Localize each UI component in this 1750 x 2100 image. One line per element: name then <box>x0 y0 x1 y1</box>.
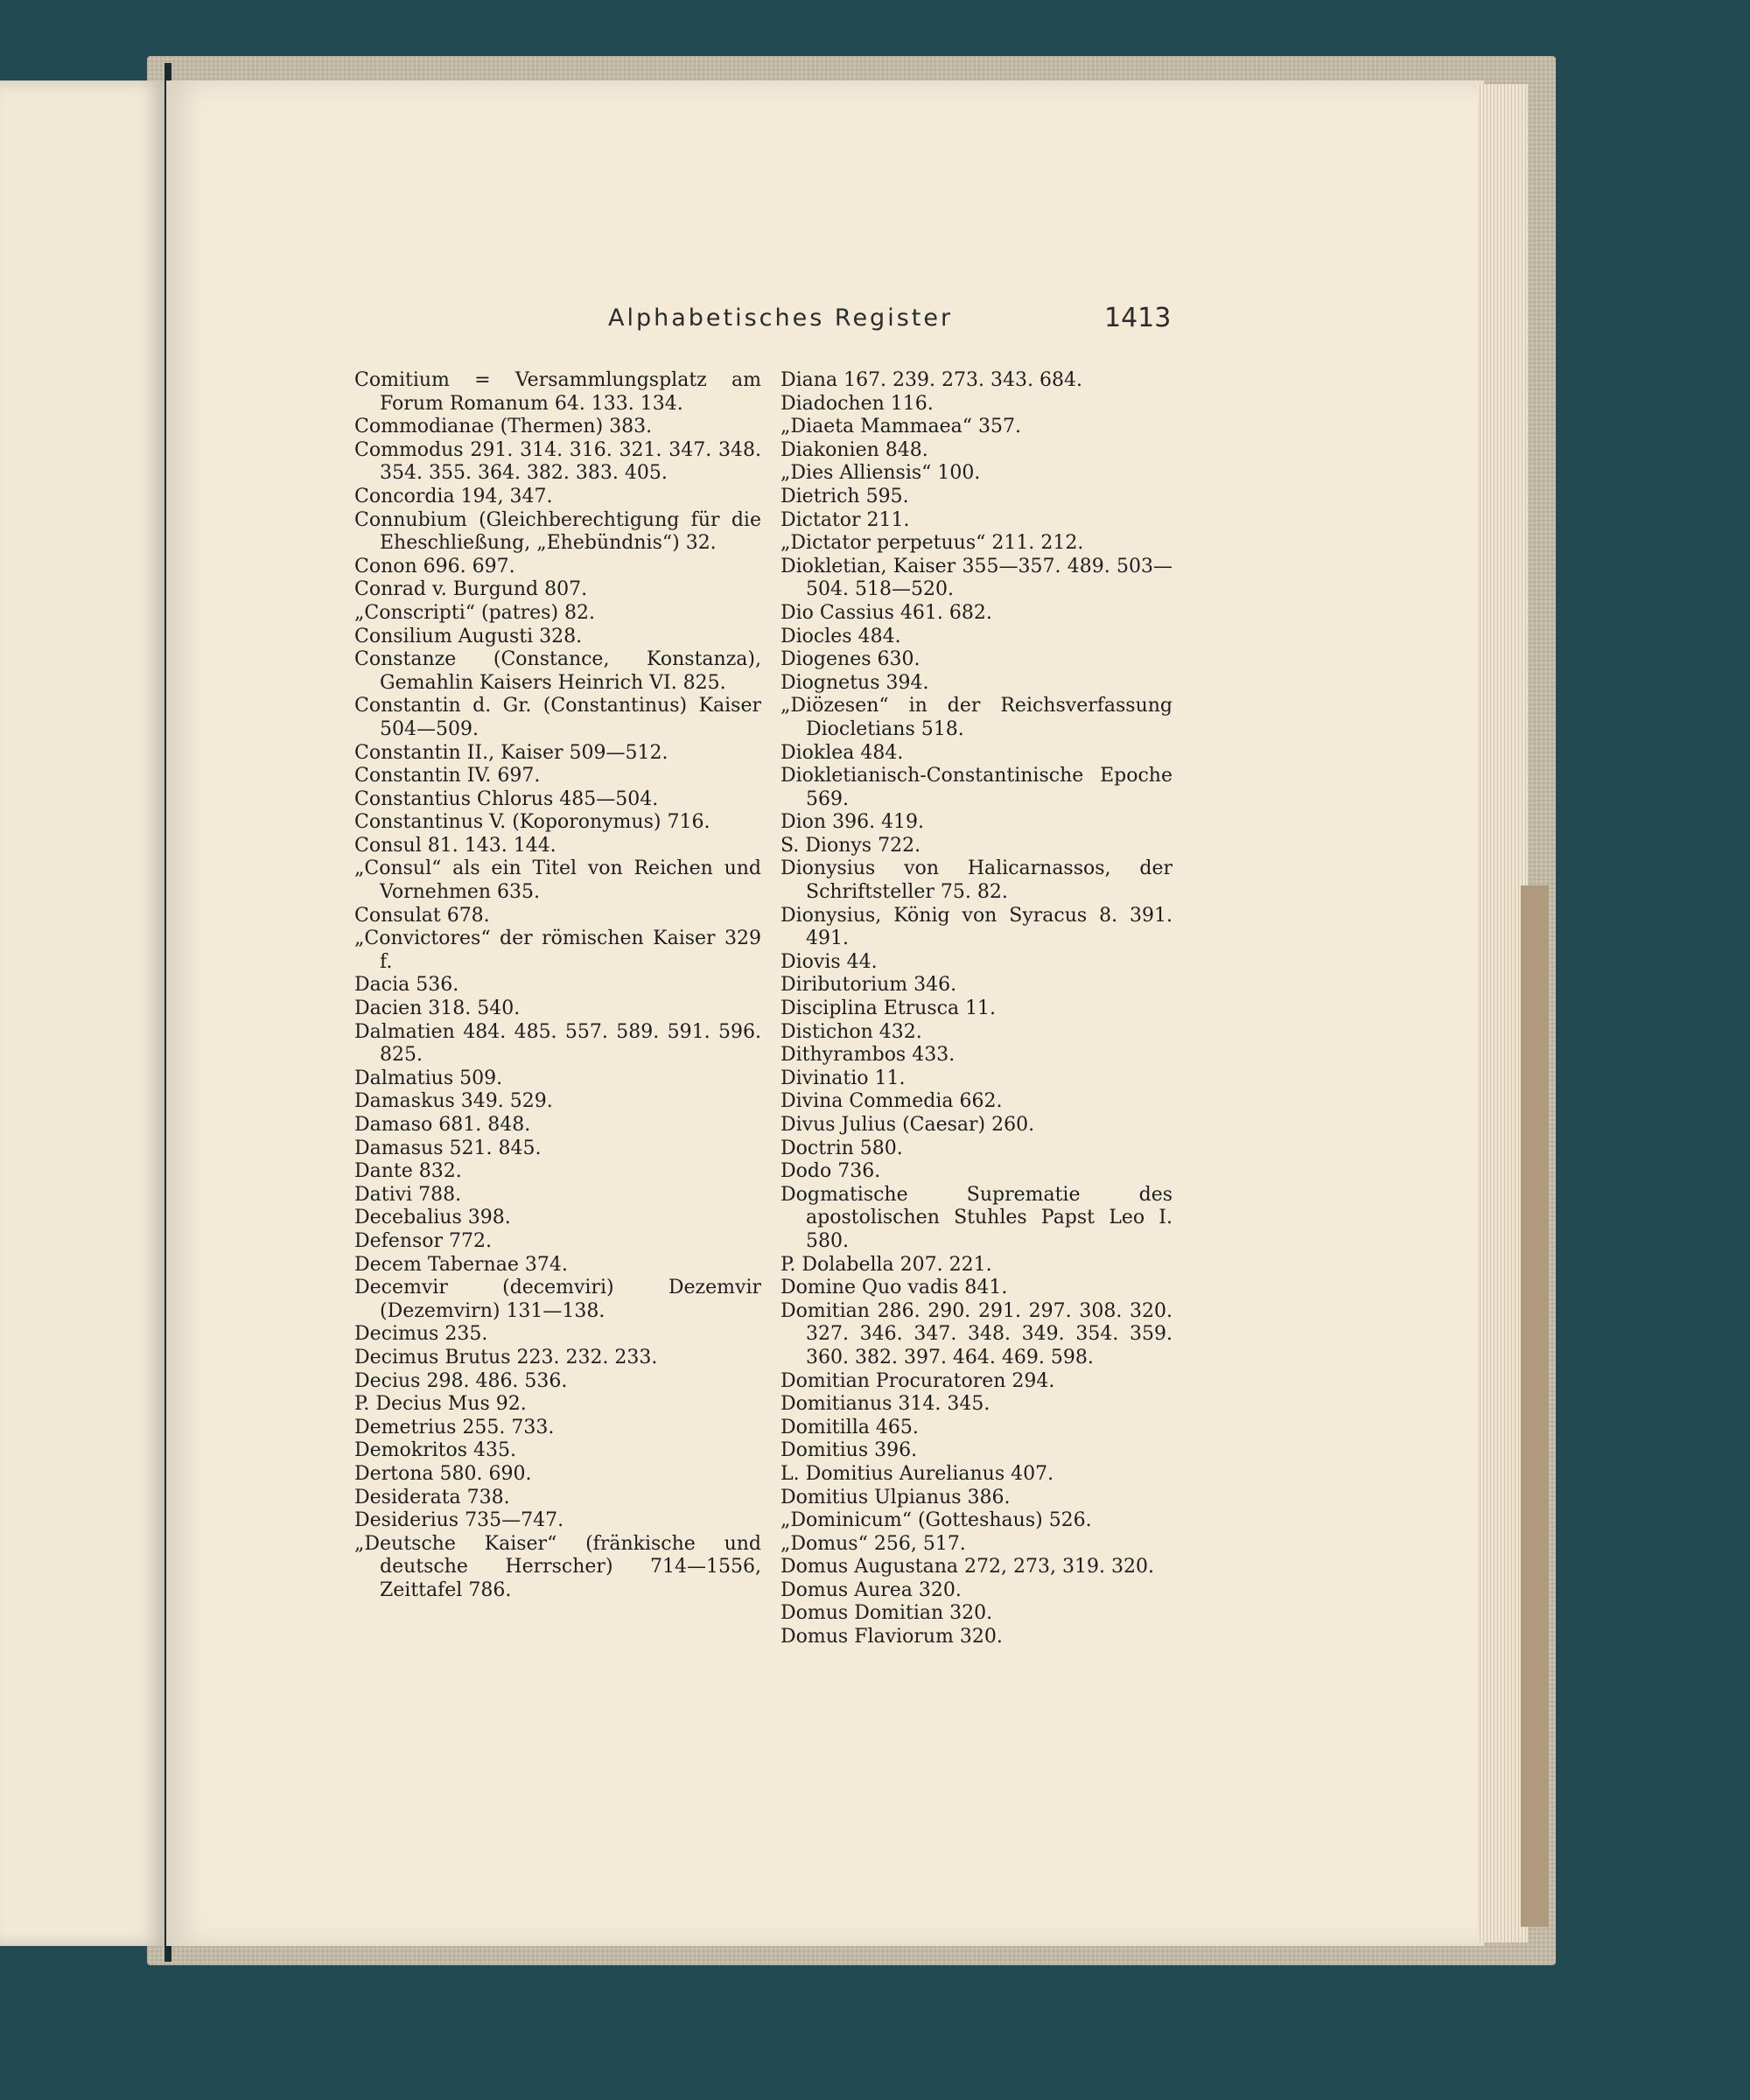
index-entry: Demokritos 435. <box>354 1439 517 1462</box>
index-entry: P. Decius Mus 92. <box>354 1393 527 1416</box>
index-entry: Dietrich 595. <box>780 485 909 508</box>
index-entry: „Diözesen“ in der Reichsverfassung Diocletians 518. <box>780 695 1172 740</box>
index-entry: Domitius 396. <box>780 1439 918 1462</box>
index-entry: Domus Domitian 320. <box>780 1602 993 1625</box>
index-entry: Damasus 521. 845. <box>354 1137 542 1159</box>
index-entry: Comitium = Versammlungsplatz am Forum Romanum 64. 133. 134. <box>354 369 761 415</box>
index-entry: Diokletian, Kaiser 355—357. 489. 503—504. 518—520. <box>780 555 1172 601</box>
index-entry: „Consul“ als ein Titel von Reichen und Vornehmen 635. <box>354 858 761 904</box>
index-entry: Dio Cassius 461. 682. <box>780 601 992 624</box>
index-entry: Consilium Augusti 328. <box>354 625 583 648</box>
index-entry: Constanze (Constance, Konstanza), Gemahlin Kaisers Heinrich VI. 825. <box>354 648 761 694</box>
index-entry: Dictator 211. <box>780 508 910 531</box>
index-entry: Diributorium 346. <box>780 974 957 997</box>
index-entry: Constantin d. Gr. (Constantinus) Kaiser 504—509. <box>354 695 761 740</box>
index-entry: Demetrius 255. 733. <box>354 1416 555 1438</box>
index-entry: Dionysius, König von Syracus 8. 391. 491. <box>780 904 1172 950</box>
index-entry: Decem Tabernae 374. <box>354 1253 568 1276</box>
index-entry: Domitianus 314. 345. <box>780 1393 990 1416</box>
index-entry: Domus Aurea 320. <box>780 1578 962 1601</box>
index-entry: Dante 832. <box>354 1160 462 1183</box>
index-entry: Commodus 291. 314. 316. 321. 347. 348. 354. 355. 364. 382. 383. 405. <box>354 438 761 485</box>
index-entry: Divinatio 11. <box>780 1067 906 1089</box>
index-entry: Dion 396. 419. <box>780 811 925 834</box>
index-entry: Disciplina Etrusca 11. <box>780 998 997 1020</box>
index-entry: Desiderius 735—747. <box>354 1509 564 1532</box>
index-entry: Domitian 286. 290. 291. 297. 308. 320. 327. 346. 347. 348. 349. 354. 359. 360. 382. 397. 464. 469. 598. <box>780 1299 1172 1368</box>
index-entry: Commodianae (Thermen) 383. <box>354 416 653 438</box>
index-entry: Decemvir (decemviri) Dezemvir (Dezemvirn) 131—138. <box>354 1277 761 1322</box>
index-entry: Divus Julius (Caesar) 260. <box>780 1114 1035 1136</box>
index-entry: S. Dionys 722. <box>780 834 921 857</box>
index-entry: Constantinus V. (Koporonymus) 716. <box>354 811 710 834</box>
index-entry: Domine Quo vadis 841. <box>780 1277 1008 1299</box>
index-entry: Diadochen 116. <box>780 392 934 415</box>
index-entry: Connubium (Gleichberechtigung für die Eheschließung, „Ehebündnis“) 32. <box>354 508 761 555</box>
index-entry: Desiderata 738. <box>354 1486 510 1508</box>
index-entry: Decebalius 398. <box>354 1207 511 1229</box>
index-entry: Diognetus 394. <box>780 671 929 694</box>
index-entry: Dalmatius 509. <box>354 1067 503 1089</box>
index-entry: Conrad v. Burgund 807. <box>354 578 588 601</box>
index-entry: Diokletianisch-Constantinische Epoche 569. <box>780 765 1172 810</box>
index-entry: Diovis 44. <box>780 950 878 973</box>
index-entry: Dioklea 484. <box>780 741 904 764</box>
index-entry: Dativi 788. <box>354 1183 462 1206</box>
index-entry: Diogenes 630. <box>780 648 920 671</box>
index-entry: „Domus“ 256, 517. <box>780 1532 966 1555</box>
index-entry: Diakonien 848. <box>780 438 928 461</box>
index-entry: Defensor 772. <box>354 1229 493 1252</box>
index-entry: Domitilla 465. <box>780 1416 919 1438</box>
index-entry: Decius 298. 486. 536. <box>354 1369 568 1392</box>
index-entry: „Convictores“ der römischen Kaiser 329 f. <box>354 928 761 973</box>
index-entry: Decimus 235. <box>354 1323 488 1346</box>
index-entry: Dodo 736. <box>780 1160 881 1183</box>
index-entry: P. Dolabella 207. 221. <box>780 1253 992 1276</box>
index-entry: Diocles 484. <box>780 625 901 648</box>
index-entry: Dertona 580. 690. <box>354 1462 532 1485</box>
index-entry: Constantin II., Kaiser 509—512. <box>354 741 668 764</box>
index-entry: „Dictator perpetuus“ 211. 212. <box>780 532 1084 555</box>
index-entry: Diana 167. 239. 273. 343. 684. <box>780 369 1082 391</box>
index-entry: Doctrin 580. <box>780 1137 903 1159</box>
index-entry: Conon 696. 697. <box>354 555 515 578</box>
index-entry: „Deutsche Kaiser“ (fränkische und deutsche Herrscher) 714—1556, Zeittafel 786. <box>354 1532 761 1601</box>
index-entry: Dacia 536. <box>354 974 459 997</box>
index-entry: Dogmatische Suprematie des apostolischen Stuhles Papst Leo I. 580. <box>780 1183 1172 1252</box>
index-entry: Dionysius von Halicarnassos, der Schriftsteller 75. 82. <box>780 858 1172 904</box>
index-entry: Domus Augustana 272, 273, 319. 320. <box>780 1556 1154 1578</box>
index-entry: Constantius Chlorus 485—504. <box>354 788 659 810</box>
index-entry: „Diaeta Mammaea“ 357. <box>780 416 1021 438</box>
index-entry: Damaso 681. 848. <box>354 1114 531 1136</box>
index-column-right <box>780 369 1172 1649</box>
thumb-index-marker <box>1521 886 1549 1927</box>
index-entry: Consul 81. 143. 144. <box>354 834 556 857</box>
index-entry: Damaskus 349. 529. <box>354 1090 553 1113</box>
index-entry: Divina Commedia 662. <box>780 1090 1003 1113</box>
index-entry: Domitian Procuratoren 294. <box>780 1369 1055 1392</box>
index-entry: Concordia 194, 347. <box>354 485 553 508</box>
index-entry: Domitius Ulpianus 386. <box>780 1486 1011 1508</box>
index-entry: Consulat 678. <box>354 904 490 927</box>
index-entry: Dithyrambos 433. <box>780 1044 956 1067</box>
index-entry: Decimus Brutus 223. 232. 233. <box>354 1346 658 1368</box>
index-column-left <box>354 369 761 1602</box>
index-entry: L. Domitius Aurelianus 407. <box>780 1462 1054 1485</box>
index-entry: „Dies Alliensis“ 100. <box>780 462 981 485</box>
index-entry: Dalmatien 484. 485. 557. 589. 591. 596. 825. <box>354 1020 761 1067</box>
index-entry: Dacien 318. 540. <box>354 998 521 1020</box>
running-header-title: Alphabetisches Register <box>608 304 954 332</box>
index-entry: „Dominicum“ (Gotteshaus) 526. <box>780 1509 1092 1532</box>
page-number: 1413 <box>1104 303 1172 333</box>
index-entry: Domus Flaviorum 320. <box>780 1626 1003 1648</box>
index-entry: „Conscripti“ (patres) 82. <box>354 601 596 624</box>
index-entry: Constantin IV. 697. <box>354 765 541 788</box>
left-page-edge <box>0 80 164 1946</box>
index-entry: Distichon 432. <box>780 1020 922 1043</box>
